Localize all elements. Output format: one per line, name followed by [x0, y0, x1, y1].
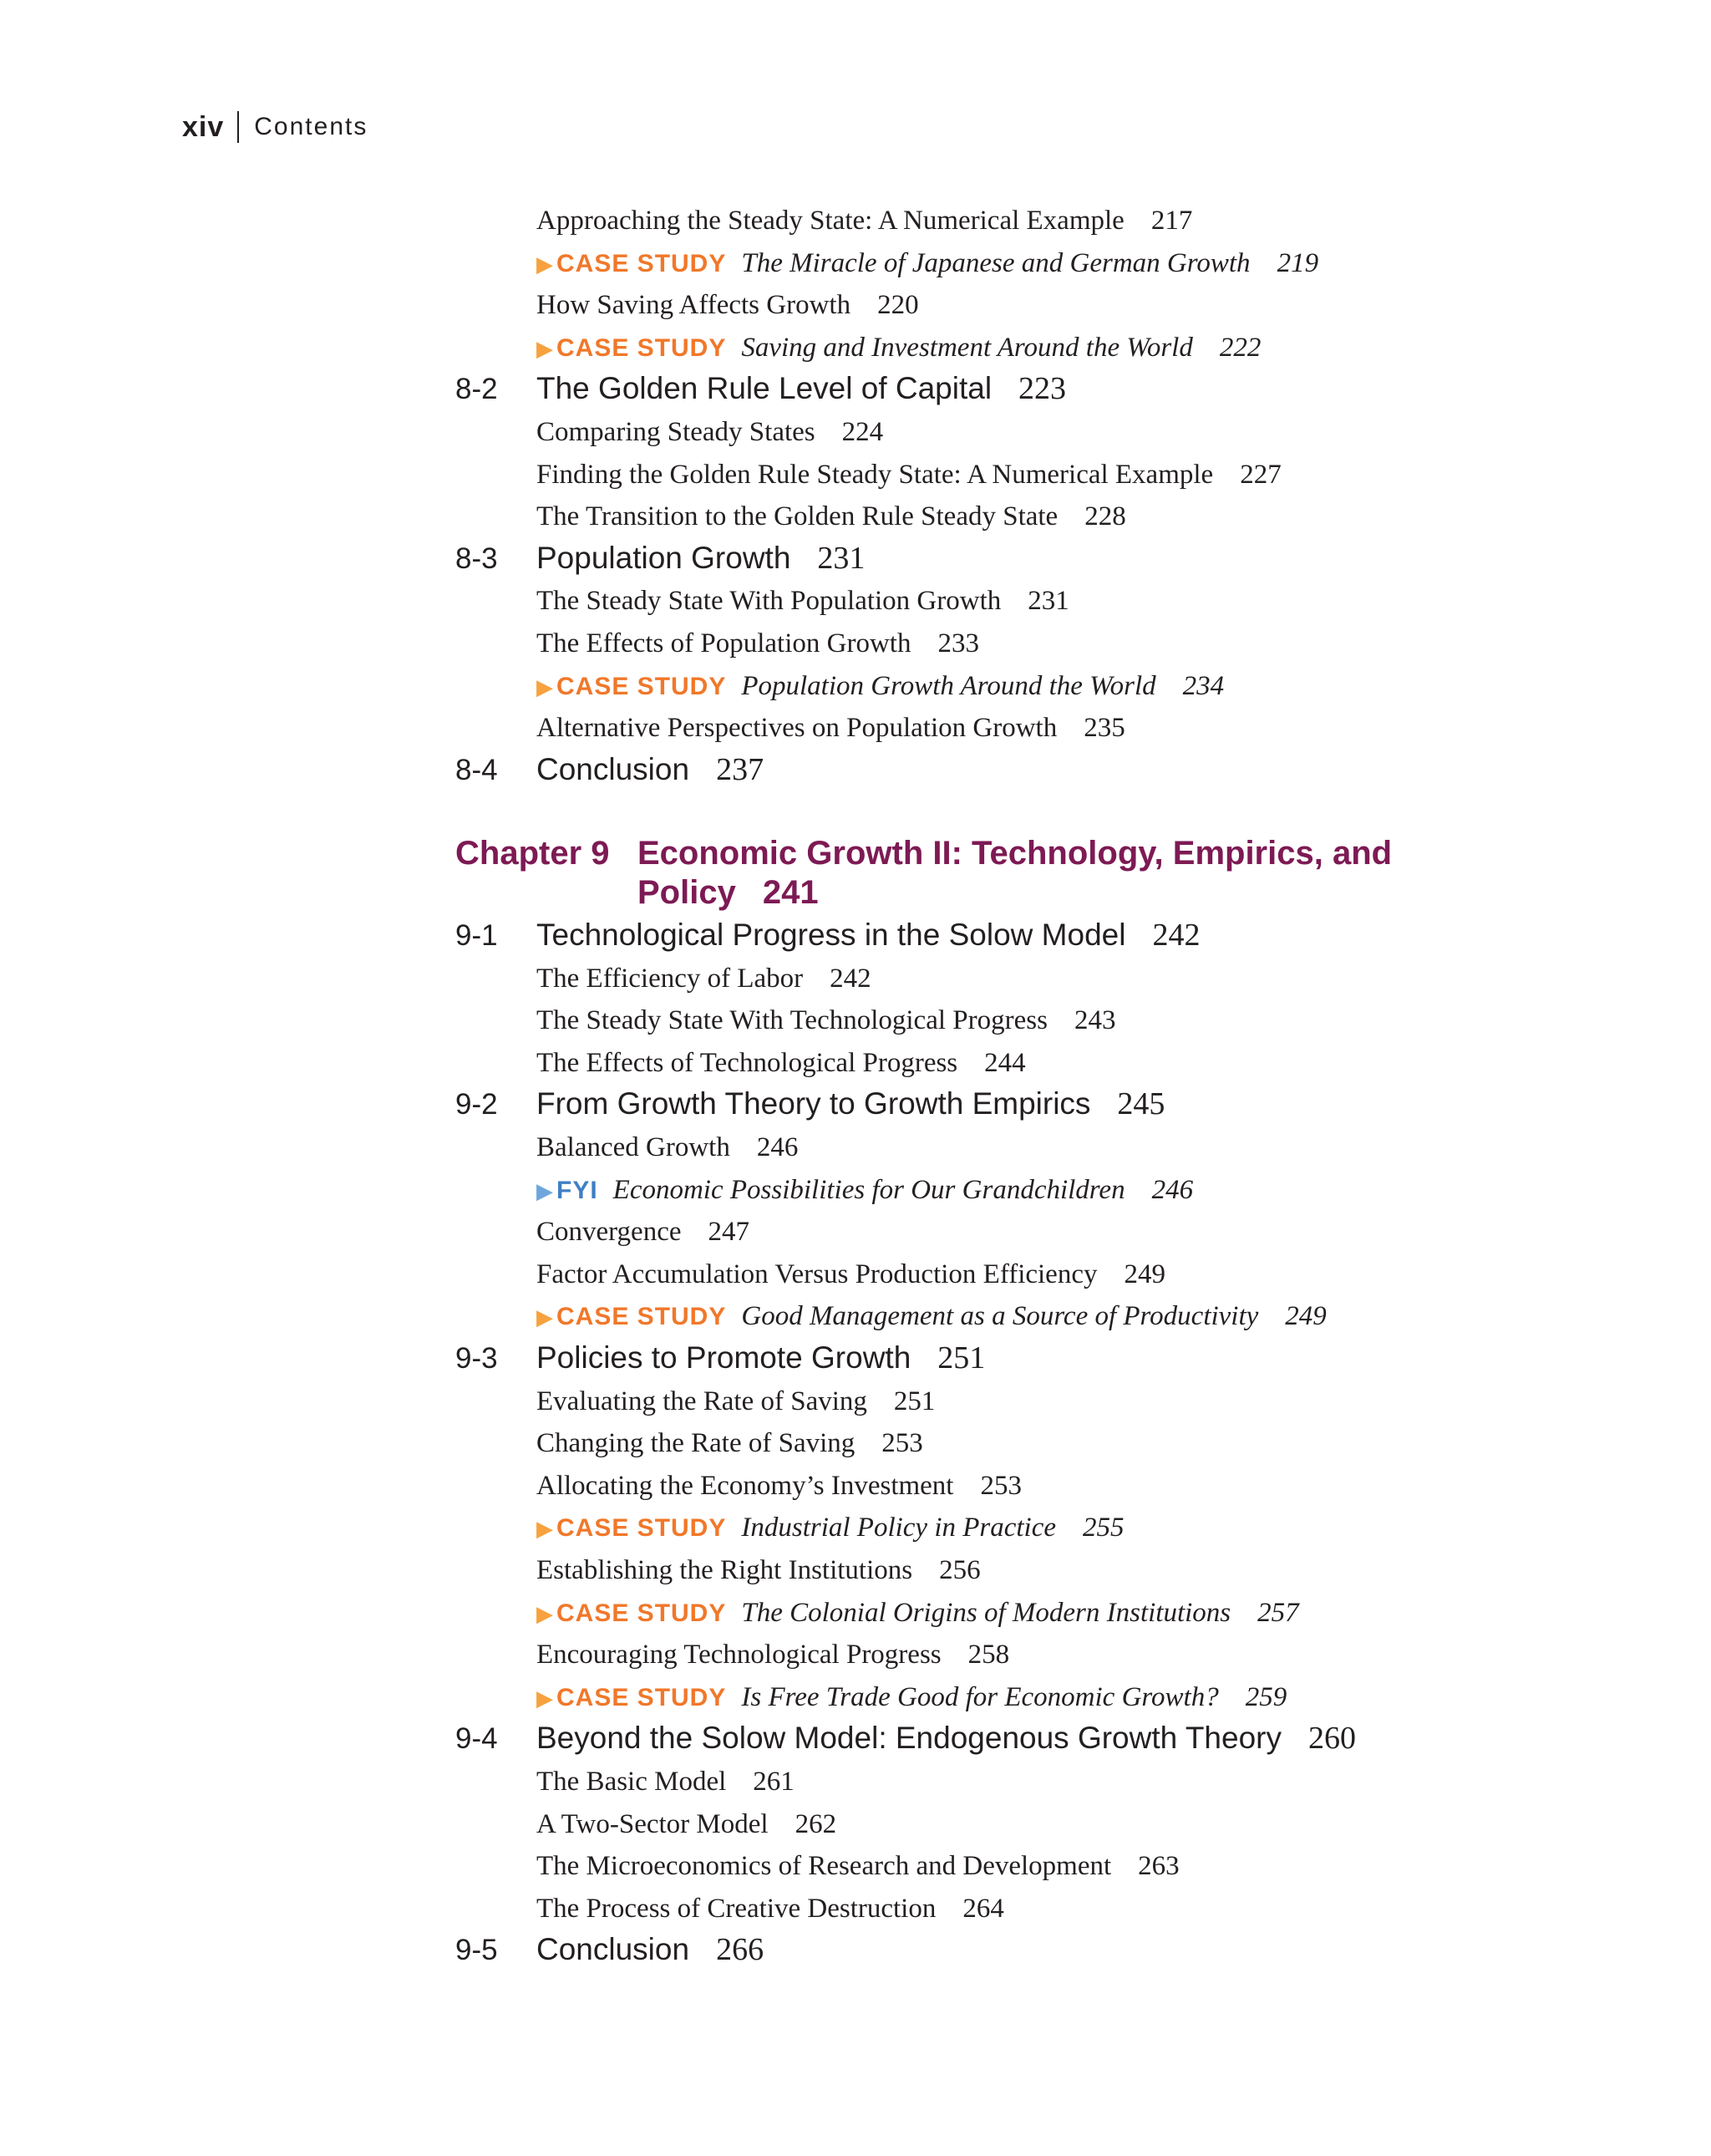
subsection-entry[interactable]: [536, 1388, 935, 1416]
page-number: 256: [939, 1555, 981, 1585]
section-number: 8-3: [455, 542, 498, 575]
chapter-page-number: 241: [762, 874, 819, 911]
subsection-entry[interactable]: [536, 461, 1282, 489]
subsection-entry[interactable]: [536, 714, 1125, 742]
subsection-entry[interactable]: [536, 207, 1192, 235]
page-number: 261: [753, 1767, 795, 1797]
section-heading[interactable]: [455, 1932, 764, 1968]
page-number: 264: [962, 1893, 1004, 1924]
section-number: 8-2: [455, 373, 498, 406]
subsection-entry[interactable]: [536, 1557, 981, 1584]
section-number: 9-3: [455, 1342, 498, 1375]
section-number: 8-4: [455, 753, 498, 786]
subsection-entry[interactable]: [536, 1047, 1026, 1078]
case-study-entry[interactable]: [536, 1599, 1299, 1627]
case-study-entry[interactable]: [536, 247, 1319, 278]
page-number: 255: [1083, 1513, 1125, 1543]
case-study-entry[interactable]: [536, 1681, 1287, 1712]
subsection-title: The Effects of Population Growth: [536, 628, 911, 658]
page-number: 237: [716, 751, 764, 787]
subsection-title: How Saving Affects Growth: [536, 290, 851, 321]
section-heading[interactable]: [455, 1721, 1356, 1757]
page-number: 217: [1150, 206, 1193, 236]
subsection-title: Convergence: [536, 1217, 682, 1248]
subsection-title: The Microeconomics of Research and Development: [536, 1851, 1112, 1882]
subsection-entry[interactable]: [536, 1261, 1165, 1289]
subsection-entry[interactable]: [536, 1768, 795, 1796]
case-study-label: CASE STUDY: [556, 1514, 727, 1543]
section-number: 9-1: [455, 919, 498, 952]
triangle-right-icon: ▶: [536, 336, 553, 362]
triangle-right-icon: ▶: [536, 674, 553, 700]
case-study-title: Population Growth Around the World: [741, 670, 1156, 701]
section-title: Population Growth: [536, 540, 791, 575]
page-number: 242: [830, 963, 871, 994]
subsection-entry[interactable]: [536, 1641, 1009, 1669]
subsection-entry[interactable]: [536, 1007, 1115, 1035]
section-title: Policies to Promote Growth: [536, 1340, 911, 1375]
subsection-entry[interactable]: [536, 1218, 749, 1246]
chapter-heading[interactable]: [455, 834, 1515, 913]
subsection-title: Factor Accumulation Versus Production Efficiency: [536, 1259, 1098, 1289]
page-number: 249: [1285, 1301, 1327, 1332]
page-number: 219: [1277, 247, 1319, 278]
case-study-label: CASE STUDY: [556, 1599, 727, 1627]
chapter-title: [637, 834, 1515, 913]
subsection-title: The Steady State With Technological Progress: [536, 1005, 1048, 1036]
subsection-entry[interactable]: [536, 1895, 1004, 1923]
header-divider: [237, 111, 239, 143]
section-number: 9-4: [455, 1722, 498, 1756]
section-title: Technological Progress in the Solow Model: [536, 918, 1126, 952]
subsection-entry[interactable]: [536, 587, 1069, 615]
triangle-right-icon: ▶: [536, 1305, 553, 1331]
page-number: 223: [1018, 371, 1067, 407]
section-title: The Golden Rule Level of Capital: [536, 371, 993, 406]
case-study-label: CASE STUDY: [556, 1303, 727, 1331]
page-number: 251: [937, 1340, 986, 1375]
page-number: 263: [1138, 1851, 1180, 1882]
page-number: 253: [881, 1428, 923, 1459]
page-number: xiv: [182, 110, 225, 143]
section-number: 9-2: [455, 1088, 498, 1121]
page-number: 262: [795, 1808, 837, 1839]
page-number: 231: [817, 540, 866, 576]
subsection-title: The Effects of Technological Progress: [536, 1047, 958, 1078]
page-number: 242: [1152, 918, 1201, 953]
page-number: 266: [716, 1932, 764, 1968]
section-title: Conclusion: [536, 751, 690, 786]
section-heading[interactable]: [455, 542, 865, 574]
triangle-right-icon: ▶: [536, 1686, 553, 1711]
section-number: 9-5: [455, 1934, 498, 1967]
subsection-title: The Steady State With Population Growth: [536, 586, 1002, 617]
chapter-title-text: Economic Growth II: Technology, Empirics, and Policy: [637, 835, 1393, 911]
subsection-title: The Basic Model: [536, 1767, 727, 1797]
running-head: [182, 109, 368, 145]
triangle-right-icon: ▶: [536, 252, 553, 277]
page-number: 247: [708, 1217, 749, 1248]
subsection-title: Balanced Growth: [536, 1132, 730, 1162]
case-study-label: CASE STUDY: [556, 249, 727, 277]
case-study-title: Industrial Policy in Practice: [741, 1513, 1057, 1543]
case-study-title: Good Management as a Source of Productivity: [741, 1301, 1259, 1332]
subsection-title: Alternative Perspectives on Population Growth: [536, 713, 1058, 744]
page-number: 227: [1240, 459, 1282, 490]
case-study-label: CASE STUDY: [556, 672, 727, 700]
running-head-label: Contents: [254, 113, 368, 140]
case-study-entry[interactable]: [536, 1303, 1327, 1330]
page-number: 234: [1182, 670, 1225, 701]
page-number: 249: [1124, 1259, 1165, 1289]
subsection-title: The Transition to the Golden Rule Steady State: [536, 501, 1059, 532]
subsection-title: Establishing the Right Institutions: [536, 1555, 913, 1585]
subsection-entry[interactable]: [536, 419, 883, 446]
page-number: 259: [1245, 1681, 1287, 1712]
subsection-title: The Process of Creative Destruction: [536, 1893, 937, 1924]
subsection-entry[interactable]: [536, 503, 1126, 531]
page-number: 246: [756, 1132, 799, 1162]
section-title: From Growth Theory to Growth Empirics: [536, 1086, 1091, 1121]
subsection-title: The Efficiency of Labor: [536, 963, 804, 994]
page-number: 253: [980, 1470, 1022, 1501]
subsection-title: Allocating the Economy’s Investment: [536, 1470, 954, 1501]
section-title: Beyond the Solow Model: Endogenous Growth Theory: [536, 1721, 1282, 1756]
subsection-title: Encouraging Technological Progress: [536, 1640, 942, 1670]
fyi-title: Economic Possibilities for Our Grandchildren: [612, 1174, 1125, 1205]
subsection-entry[interactable]: [536, 1853, 1180, 1880]
page-number: 246: [1151, 1174, 1194, 1205]
subsection-entry[interactable]: [536, 630, 979, 658]
section-title: Conclusion: [536, 1932, 690, 1967]
page-number: 260: [1307, 1721, 1356, 1757]
subsection-entry[interactable]: [536, 1430, 923, 1457]
subsection-title: Changing the Rate of Saving: [536, 1428, 856, 1459]
section-heading[interactable]: [455, 919, 1200, 951]
subsection-title: Comparing Steady States: [536, 417, 815, 447]
case-study-label: CASE STUDY: [556, 1683, 727, 1711]
triangle-right-icon: ▶: [536, 1517, 553, 1543]
case-study-label: CASE STUDY: [556, 333, 727, 362]
section-heading[interactable]: [455, 371, 1067, 407]
page-number: 228: [1084, 501, 1126, 532]
section-heading[interactable]: [455, 1088, 1165, 1120]
page-number: 220: [877, 290, 919, 321]
subsection-entry[interactable]: [536, 1808, 837, 1839]
case-study-entry[interactable]: [536, 1514, 1125, 1542]
subsection-entry[interactable]: [536, 1134, 798, 1162]
fyi-entry[interactable]: [536, 1174, 1194, 1205]
subsection-title: Approaching the Steady State: A Numerical Example: [536, 206, 1125, 236]
subsection-entry[interactable]: [536, 1472, 1022, 1500]
case-study-title: Is Free Trade Good for Economic Growth?: [741, 1681, 1219, 1712]
page-number: 244: [984, 1047, 1026, 1078]
page-number: 231: [1028, 586, 1069, 617]
subsection-entry[interactable]: [536, 292, 919, 319]
case-study-title: The Miracle of Japanese and German Growth: [741, 247, 1251, 278]
case-study-entry[interactable]: [536, 334, 1261, 362]
page-number: 243: [1074, 1005, 1116, 1036]
page-number: 251: [893, 1386, 936, 1416]
subsection-entry[interactable]: [536, 965, 871, 993]
case-study-title: Saving and Investment Around the World: [741, 332, 1193, 363]
page-number: 224: [841, 417, 884, 447]
triangle-right-icon: ▶: [536, 1178, 553, 1204]
subsection-title: Evaluating the Rate of Saving: [536, 1386, 867, 1416]
subsection-title: Finding the Golden Rule Steady State: A Numerical Example: [536, 459, 1214, 490]
subsection-title: A Two-Sector Model: [536, 1808, 769, 1839]
chapter-label: Chapter 9: [455, 835, 610, 872]
fyi-label: FYI: [556, 1176, 598, 1204]
page-number: 257: [1257, 1597, 1299, 1628]
section-heading[interactable]: [455, 751, 764, 787]
case-study-title: The Colonial Origins of Modern Institutions: [741, 1597, 1231, 1628]
page-number: 222: [1219, 332, 1262, 363]
page-number: 235: [1084, 713, 1125, 744]
page-number: 258: [967, 1640, 1010, 1670]
section-heading[interactable]: [455, 1342, 985, 1374]
page-number: 233: [937, 628, 979, 658]
triangle-right-icon: ▶: [536, 1601, 553, 1627]
case-study-entry[interactable]: [536, 670, 1225, 701]
page-number: 245: [1117, 1086, 1165, 1122]
